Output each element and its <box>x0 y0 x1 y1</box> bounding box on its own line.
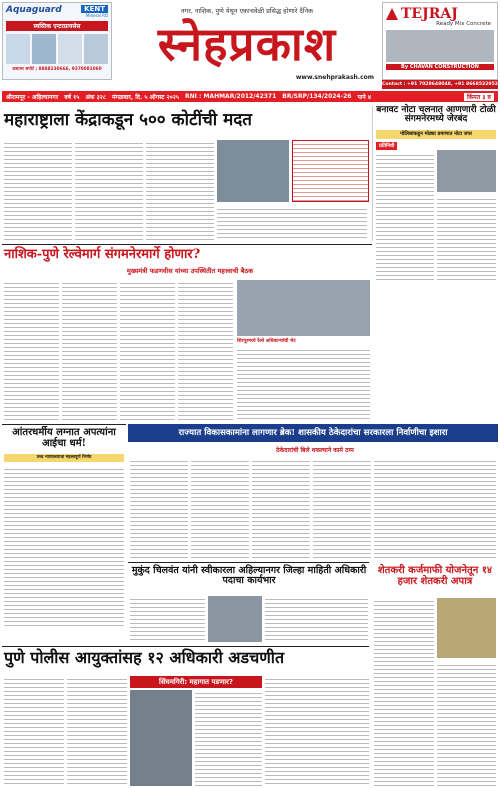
edition-date: मंगळवार, दि. ५ ऑगस्ट २०२५ <box>112 93 179 101</box>
intercaste-headline[interactable]: आंतरधर्मीय लग्नात अपत्यांना आईचा धर्म! <box>12 427 116 449</box>
farmers-headline[interactable]: शेतकरी कर्जमाफी योजनेतून १४ हजार शेतकरी अपात्र <box>377 565 493 587</box>
nashik-text <box>237 347 370 420</box>
edition-price: किंमत ३ रु <box>464 93 494 101</box>
top-right-subhead: पोलिसांकडून मोठ्या प्रमाणात नोटा जप्त <box>376 130 496 139</box>
nashik-text <box>4 280 59 420</box>
section-rule <box>2 244 372 245</box>
lead-text-column <box>217 206 367 240</box>
contractors-text <box>374 458 496 558</box>
ad-purifier-image <box>32 34 56 64</box>
police-box-title[interactable]: सिंघमगिरी: महागात पडणार? <box>130 676 262 688</box>
collector-photo <box>208 596 262 642</box>
top-right-text <box>376 152 434 280</box>
tejraj-logo-icon <box>386 8 398 20</box>
farmers-text <box>374 598 434 786</box>
ad-truck-image <box>386 30 494 62</box>
ad-purifier-image <box>6 34 30 64</box>
edition-year: वर्ष १५ <box>64 93 80 101</box>
section-rule <box>128 562 369 563</box>
police-text <box>4 676 64 786</box>
edition-reg: BR/SRP/134/2024-26 <box>282 93 352 100</box>
masthead-website[interactable]: www.snehprakash.com <box>295 74 374 81</box>
section-rule <box>2 646 369 647</box>
ad-shop-name: स्वस्तिक एन्टरप्रायसेस <box>6 21 108 31</box>
ad-left[interactable] <box>2 2 112 80</box>
masthead <box>116 2 378 80</box>
intercaste-text <box>4 466 124 626</box>
contractors-text <box>191 458 249 558</box>
masthead-tagline: नगर, नाशिक, पुणे येथून एकाचवेळी प्रसिद्ध होणारे दैनिक <box>180 7 314 15</box>
column-divider <box>372 106 373 241</box>
top-right-photo <box>437 150 496 192</box>
nashik-text <box>178 280 233 420</box>
edition-name: श्रीरामपूर - अहिल्यानगर <box>6 93 59 101</box>
collector-headline[interactable]: मुकुंद चिलवंत यांनी स्वीकारला अहिल्यानगर जिल्हा माहिती अधिकारी पदाचा कार्यभार <box>131 565 367 586</box>
lead-headline[interactable]: महाराष्ट्राला केंद्राकडून ५०० कोटींची मदत <box>4 110 252 130</box>
nashik-text <box>120 280 175 420</box>
ad-tejraj-brand: TEJRAJ <box>401 6 458 22</box>
nashik-headline[interactable]: नाशिक-पुणे रेल्वेमार्ग संगमनेरमार्गे होणार? <box>4 247 201 262</box>
collector-text <box>265 596 368 642</box>
contact-bar: Contact : +91 7028648048, +91 8668532952 <box>382 82 499 87</box>
nashik-photo <box>237 280 370 336</box>
contractors-headline[interactable]: राज्यात विकासकामांना लागणार ब्रेक! शासकीय ठेकेदारांचा सरकारला निर्वाणीचा इशारा <box>128 424 498 442</box>
police-headline[interactable]: पुणे पोलीस आयुक्तांसह १२ अधिकारी अडचणीत <box>4 648 285 667</box>
police-text <box>195 690 262 786</box>
intercaste-subhead: उच्च न्यायालयाचा महत्त्वपूर्ण निर्णय <box>4 454 124 462</box>
ad-brand-kent: KENT <box>81 5 108 13</box>
edition-pages: पाने ४ <box>357 93 371 101</box>
contractors-text <box>313 458 371 558</box>
nashik-subhead: मुख्यमंत्री फडणवीस यांच्या उपस्थितीत महत्त्वाची बैठक <box>126 267 254 275</box>
collector-text <box>130 596 205 642</box>
contractors-text <box>130 458 188 558</box>
ad-phone: कस्टमर सपोर्ट : 8888230666, 9370081060 <box>12 67 102 72</box>
police-text <box>265 676 369 786</box>
ad-purifier-image <box>58 34 82 64</box>
ad-purifier-image <box>84 34 108 64</box>
farmers-text <box>437 662 496 786</box>
police-text <box>67 676 127 786</box>
lead-text-column <box>75 140 143 240</box>
edition-issue: अंक ३२८ <box>85 93 106 101</box>
ad-tejraj-firm: By CHAVAN CONSTRUCTION <box>386 64 494 70</box>
edition-rni: RNI : MAHMAR/2012/42371 <box>185 93 277 100</box>
nashik-photo-caption: शिरपूरमध्ये रेल्वे अधिकाऱ्यांची भेट <box>237 339 296 344</box>
ad-brand-aquaguard: Aquaguard <box>6 5 62 15</box>
farmers-photo <box>437 598 496 658</box>
lead-quote-box <box>292 140 369 202</box>
top-right-label: प्रतिनिधी <box>376 142 397 150</box>
ad-right[interactable] <box>382 2 498 80</box>
lead-text-column <box>146 140 214 240</box>
edition-info-bar <box>2 91 498 102</box>
lead-photo <box>217 140 289 202</box>
contractors-subhead: ठेकेदारांची बिले थकल्याने कामे ठप्प <box>276 447 354 454</box>
section-rule <box>2 424 126 425</box>
contractors-text <box>252 458 310 558</box>
ad-tejraj-sub: Ready Mix Concrete <box>436 21 491 27</box>
police-photo <box>130 690 192 786</box>
top-right-text <box>437 196 496 280</box>
masthead-title: स्नेहप्रकाश <box>157 17 337 71</box>
nashik-text <box>62 280 117 420</box>
top-right-headline[interactable]: बनावट नोटा चलनात आणणारी टोळी संगमनेरमध्ये जेरबंद <box>376 105 496 125</box>
ad-kent-sub: Mineral RO <box>86 13 108 18</box>
lead-text-column <box>4 140 72 240</box>
